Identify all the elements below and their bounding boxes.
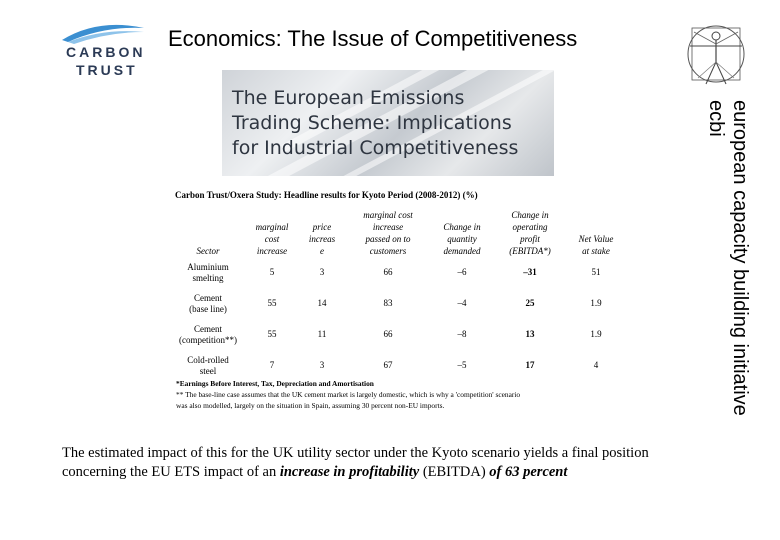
carbon-trust-logo [58,18,148,78]
cell-pi: 3 [319,360,325,370]
cell-nvs: 51 [591,267,601,277]
summary-paragraph: The estimated impact of this for the UK utility sector under the Kyoto scenario yields a final position concerning the EU ETS impact of an increase in profitability (EBITDA) of 63 percent [62,445,649,480]
carbon-trust-swoosh-icon [58,18,148,44]
table-caption: Carbon Trust/Oxera Study: Headline results for Kyoto Period (2008-2012) (%) [175,190,478,200]
cell-pi: 14 [317,298,327,308]
col-header-net-value: Net Value at stake [578,234,614,256]
col-header-marginal-cost: marginal cost increase [255,222,289,256]
cell-sector: Cold-rolled steel [187,354,229,376]
cell-mci: 7 [269,360,275,370]
footnote-cement-cont: was also modelled, largely on the situation in Spain, assuming 30 percent non-EU imports. [176,401,445,410]
col-header-sector: Sector [196,246,220,256]
cell-ebitda: 17 [525,360,535,370]
report-cover-banner [222,70,554,176]
cell-mci: 55 [267,329,277,339]
report-title-line: Trading Scheme: Implications [232,112,512,134]
cell-nvs: 1.9 [590,298,602,308]
logo-word-trust: TRUST [76,62,138,78]
cell-nvs: 4 [593,360,599,370]
cell-sector: Cement (base line) [189,292,227,314]
cell-ebitda: 13 [525,329,535,339]
table-footnotes [176,378,520,411]
col-header-ebitda: Change in operating profit (EBITDA*) [509,210,551,256]
table-row [170,319,626,350]
page-title: Economics: The Issue of Competitiveness [168,26,578,51]
cell-qty: –4 [457,298,467,308]
cell-passed: 67 [383,360,393,370]
cell-ebitda: –31 [523,267,537,277]
side-label-ecbi: ecbi [705,100,727,137]
side-label-initiative: european capacity building initiative [729,100,751,416]
table-row [170,350,626,381]
table-row [170,288,626,319]
cell-sector: Aluminium smelting [187,261,229,283]
logo-word-carbon: CARBON [66,44,146,60]
footnote-ebitda: *Earnings Before Interest, Tax, Depreciation and Amortisation [176,379,374,388]
cell-qty: –5 [457,360,467,370]
cell-qty: –8 [457,329,467,339]
cell-passed: 83 [383,298,393,308]
cell-sector: Cement (competition**) [179,323,237,345]
report-title-line: for Industrial Competitiveness [232,137,519,159]
emphasis-profitability: increase in profitability [279,464,420,480]
footnote-cement: ** The base-line case assumes that the UK cement market is largely domestic, which is why a 'competition' scenario [176,390,521,399]
table-row [170,257,626,288]
col-header-quantity: Change in quantity demanded [443,222,481,256]
table-header-row [170,203,626,257]
cell-mci: 55 [267,298,277,308]
cell-passed: 66 [383,267,393,277]
vitruvian-man-icon [684,14,748,94]
report-title-line: The European Emissions [232,87,465,109]
cell-nvs: 1.9 [590,329,602,339]
col-header-price-increase: price increas e [308,222,336,256]
cell-qty: –6 [457,267,467,277]
cell-passed: 66 [383,329,393,339]
report-cover-title [232,86,518,161]
cell-pi: 11 [317,329,327,339]
emphasis-percent: of 63 percent [489,464,568,480]
cell-ebitda: 25 [525,298,535,308]
col-header-passed-on: marginal cost increase passed on to customers [363,210,413,256]
cell-pi: 3 [319,267,325,277]
cell-mci: 5 [269,267,275,277]
results-table [170,203,626,381]
